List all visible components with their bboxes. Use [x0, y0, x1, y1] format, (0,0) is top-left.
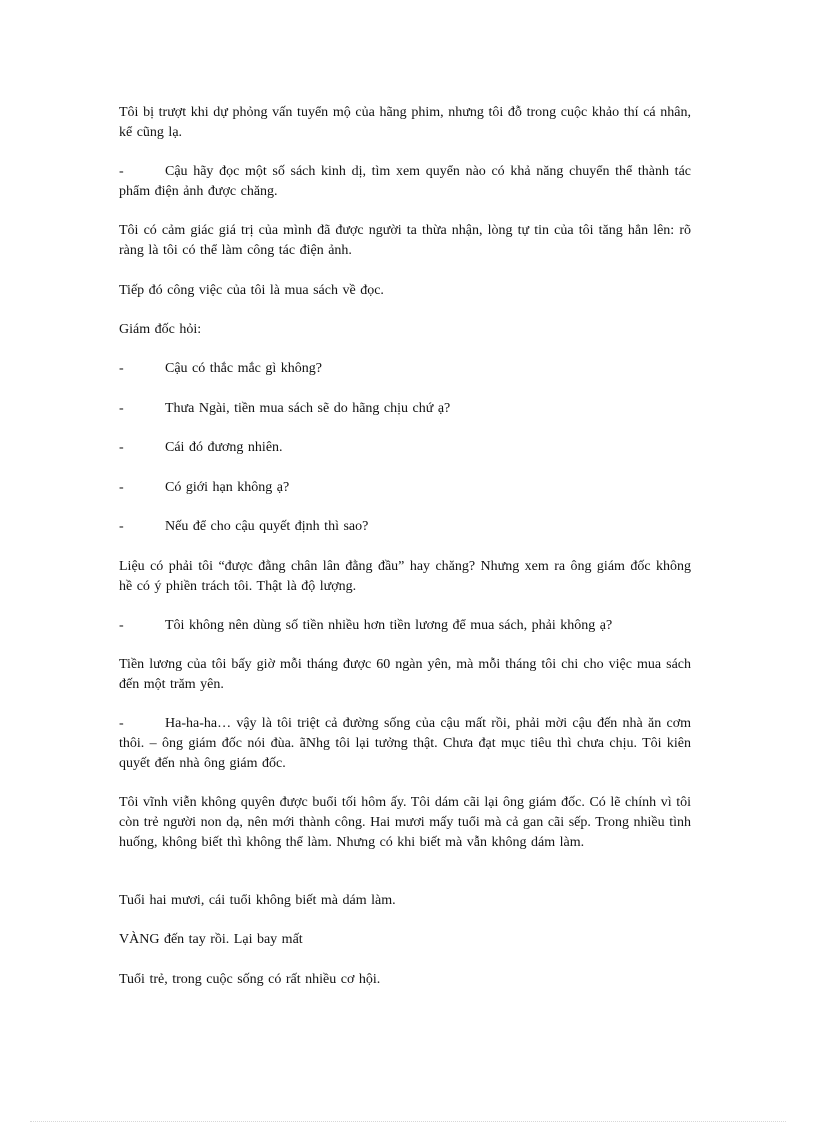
dialogue-line-6: [119, 517, 691, 537]
dialogue-line-7: [119, 616, 691, 636]
dialogue-text: Tôi không nên dùng số tiền nhiều hơn tiền lương để mua sách, phải không ạ?: [165, 618, 613, 633]
dialogue-dash: -: [119, 618, 124, 633]
dialogue-dash: -: [119, 401, 124, 416]
dialogue-dash: -: [119, 164, 124, 179]
dialogue-text: Cậu có thắc mắc gì không?: [165, 361, 323, 376]
dialogue-line-5: [119, 478, 691, 498]
paragraph-7: Tôi vĩnh viễn không quyên được buổi tối hôm ấy. Tôi dám cãi lại ông giám đốc. Có lẽ chính vì tôi còn trẻ người non dạ, nên mới thành công. Hai mươi mấy tuổi mà cả gan cãi sếp. Trong nhiều tình huống, không biết thì không thể làm. Nhưng có khi biết mà vẫn không dám làm.: [119, 795, 691, 850]
paragraph-6: Tiền lương của tôi bấy giờ mỗi tháng được 60 ngàn yên, mà mỗi tháng tôi chi cho việc mua sách đến một trăm yên.: [119, 657, 691, 692]
dialogue-text: Thưa Ngài, tiền mua sách sẽ do hãng chịu chứ ạ?: [165, 401, 451, 416]
dialogue-dash: -: [119, 361, 124, 376]
dialogue-text: Nếu để cho cậu quyết định thì sao?: [165, 519, 369, 534]
dialogue-line-3: [119, 399, 691, 419]
paragraph-2: Tôi có cảm giác giá trị của mình đã được người ta thừa nhận, lòng tự tin của tôi tăng hẳn lên: rõ ràng là tôi có thể làm công tác điện ảnh.: [119, 223, 691, 258]
dialogue-dash: -: [119, 440, 124, 455]
paragraph-3: Tiếp đó công việc của tôi là mua sách về đọc.: [119, 283, 384, 298]
dialogue-line-4: [119, 438, 691, 458]
dialogue-text: Ha-ha-ha… vậy là tôi triệt cả đường sống của cậu mất rồi, phải mời cậu đến nhà ăn cơm thôi. – ông giám đốc nói đùa. ãNhg tôi lại tưởng thật. Chưa đạt mục tiêu thì chưa chịu. Tôi kiên quyết đến nhà ông giám đốc.: [119, 716, 691, 771]
paragraph-4: Giám đốc hỏi:: [119, 322, 202, 337]
paragraph-5: Liệu có phải tôi “được đằng chân lân đằng đầu” hay chăng? Nhưng xem ra ông giám đốc không hề có ý phiền trách tôi. Thật là độ lượng.: [119, 559, 691, 594]
dialogue-text: Có giới hạn không ạ?: [165, 480, 290, 495]
dialogue-dash: -: [119, 716, 124, 731]
dialogue-line-8: [119, 714, 691, 774]
page-bottom-border: [30, 1121, 786, 1122]
dialogue-text: Cậu hãy đọc một số sách kinh dị, tìm xem quyển nào có khả năng chuyển thể thành tác phẩm điện ảnh được chăng.: [119, 164, 691, 199]
dialogue-text: Cái đó đương nhiên.: [165, 440, 283, 455]
dialogue-line-2: [119, 359, 691, 379]
paragraph-9: VÀNG đến tay rồi. Lại bay mất: [119, 932, 303, 947]
dialogue-dash: -: [119, 480, 124, 495]
paragraph-1: Tôi bị trượt khi dự phỏng vấn tuyển mộ của hãng phim, nhưng tôi đỗ trong cuộc khảo thí cá nhân, kể cũng lạ.: [119, 105, 691, 140]
paragraph-10: Tuổi trẻ, trong cuộc sống có rất nhiều cơ hội.: [119, 972, 381, 987]
dialogue-line-1: [119, 162, 691, 202]
dialogue-dash: -: [119, 519, 124, 534]
paragraph-8: Tuổi hai mươi, cái tuổi không biết mà dám làm.: [119, 893, 396, 908]
